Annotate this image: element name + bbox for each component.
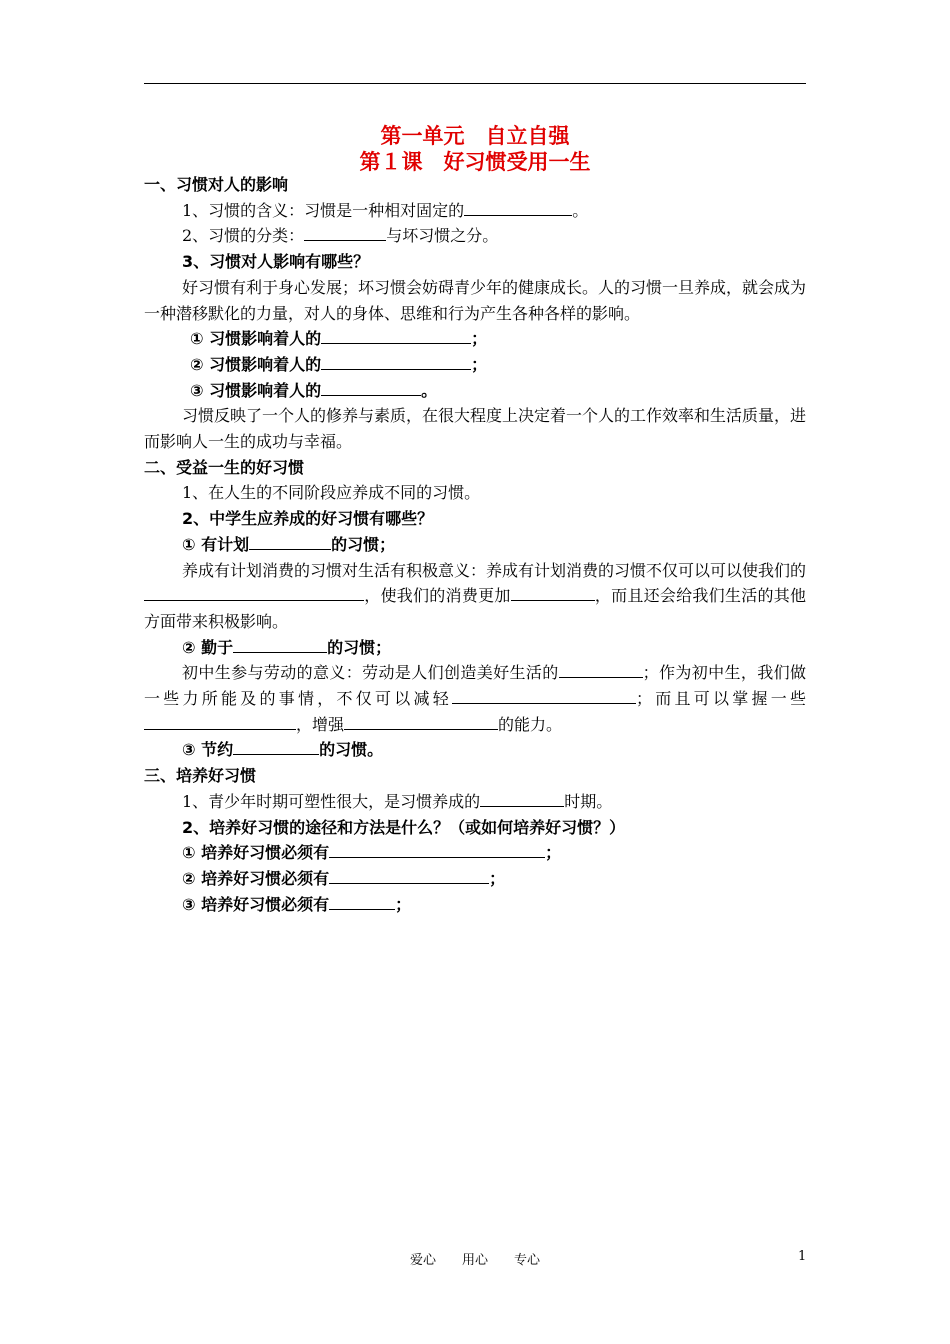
lesson-title: 第１课 好习惯受用一生 <box>359 150 591 174</box>
footer-motto: 爱心 用心 专心 <box>409 1253 540 1268</box>
s3-method-1: ① 培养好习惯必须有 ； <box>144 840 806 866</box>
blank-field[interactable] <box>329 892 395 910</box>
s2-habit-c: ③ 节约 的习惯。 <box>144 737 806 763</box>
blank-field[interactable] <box>144 712 296 730</box>
s1-paragraph-1: 好习惯有利于身心发展；坏习惯会妨碍青少年的健康成长。人的习惯一旦养成，就会成为一种潜移默化的力量，对人的身体、思维和行为产生各种各样的影响。 <box>144 277 807 323</box>
s1-item-3: ③ 习惯影响着人的 。 <box>144 378 806 404</box>
blank-field[interactable] <box>144 583 364 601</box>
s3-question-2: 2、培养好习惯的途径和方法是什么？（或如何培养好习惯？） <box>182 817 626 837</box>
section-2-heading: 二、受益一生的好习惯 <box>144 457 305 477</box>
s2-question-2: 2、中学生应养成的好习惯有哪些？ <box>182 509 434 529</box>
blank-field[interactable] <box>329 840 545 858</box>
s1-question-3: 3、习惯对人影响有哪些？ <box>182 252 370 272</box>
blank-field[interactable] <box>344 712 498 730</box>
s3-question-1: 1、青少年时期可塑性很大，是习惯养成的 时期。 <box>144 789 806 815</box>
s2-habit-b: ② 勤于 的习惯； <box>144 635 806 661</box>
s2-paragraph-a: 养成有计划消费的习惯对生活有积极意义：养成有计划消费的习惯不仅可以可以使我们的，使我们的消费更加 ，而且还会给我们生活的其他方面带来积极影响。 <box>144 560 807 631</box>
blank-field[interactable] <box>511 583 595 601</box>
s1-item-2: ② 习惯影响着人的 ； <box>144 352 806 378</box>
page-number: 1 <box>798 1249 807 1264</box>
blank-field[interactable] <box>321 326 471 344</box>
section-3-heading: 三、培养好习惯 <box>144 766 257 786</box>
s2-question-1: 1、在人生的不同阶段应养成不同的习惯。 <box>182 483 481 503</box>
s1-question-1: 1、习惯的含义：习惯是一种相对固定的 。 <box>144 198 806 224</box>
blank-field[interactable] <box>321 352 471 370</box>
s1-question-2: 2、习惯的分类： 与坏习惯之分。 <box>144 223 806 249</box>
blank-field[interactable] <box>480 789 564 807</box>
s3-method-2: ② 培养好习惯必须有 ； <box>144 866 806 892</box>
s1-item-1: ① 习惯影响着人的 ； <box>144 326 806 352</box>
s2-habit-a: ① 有计划 的习惯； <box>144 532 806 558</box>
s1-paragraph-2: 习惯反映了一个人的修养与素质，在很大程度上决定着一个人的工作效率和生活质量，进而影响人一生的成功与幸福。 <box>144 406 807 452</box>
s3-method-3: ③ 培养好习惯必须有 ； <box>144 892 806 918</box>
blank-field[interactable] <box>233 737 319 755</box>
blank-field[interactable] <box>249 532 331 550</box>
worksheet-body <box>144 172 806 917</box>
blank-field[interactable] <box>559 660 643 678</box>
blank-field[interactable] <box>321 378 421 396</box>
blank-field[interactable] <box>464 198 572 216</box>
blank-field[interactable] <box>329 866 489 884</box>
unit-title: 第一单元 自立自强 <box>380 124 570 148</box>
blank-field[interactable] <box>452 686 636 704</box>
blank-field[interactable] <box>233 635 327 653</box>
blank-field[interactable] <box>304 223 386 241</box>
s2-paragraph-b: 初中生参与劳动的意义：劳动是人们创造美好生活的 ；作为初中生，我们做一些力所能及的事情，不仅可以减轻 ；而且可以掌握一些，增强 的能力。 <box>144 660 806 737</box>
section-1-heading: 一、习惯对人的影响 <box>144 175 289 194</box>
header-rule <box>144 83 806 84</box>
